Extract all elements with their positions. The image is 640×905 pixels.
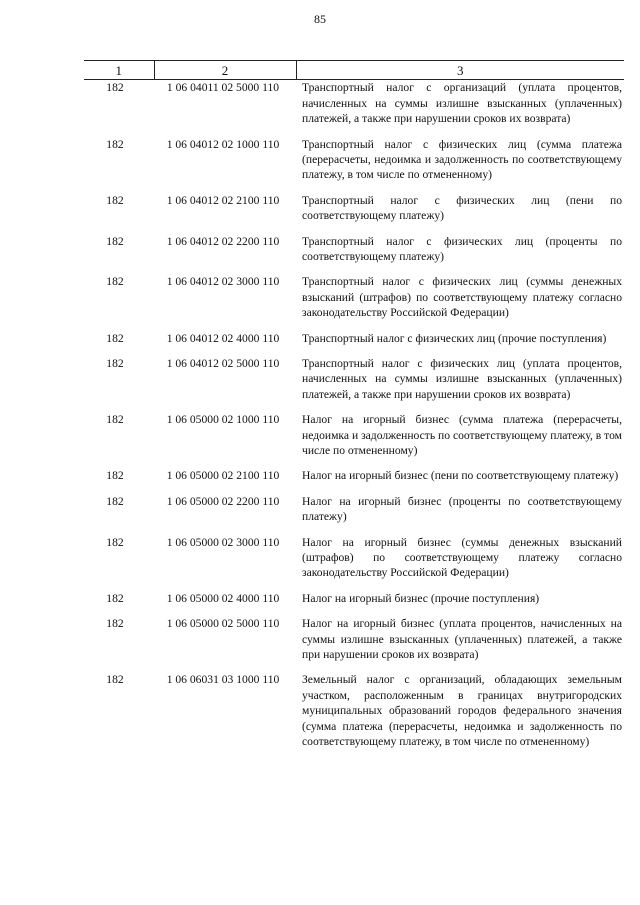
- admin-code-cell: 182: [106, 535, 124, 549]
- description-cell: Налог на игорный бизнес (уплата процентов, начисленных на суммы излишне взысканных (уплаченных) платежей, а также при нарушении сроков их возврата): [302, 617, 622, 662]
- table-row: [84, 535, 624, 591]
- kbk-code-cell: 1 06 05000 02 4000 110: [166, 591, 280, 605]
- column-header-1: 1: [84, 61, 154, 80]
- budget-codes-table: [84, 60, 624, 760]
- kbk-code-cell: 1 06 04012 02 2200 110: [166, 234, 280, 248]
- page-number: 85: [314, 12, 326, 26]
- table-row: [84, 193, 624, 234]
- description-cell: Земельный налог с организаций, обладающих земельным участком, расположенным в границах внутригородских муниципальных образований городов федерального значения (сумма платежа (перерасчеты, недоимка и задолженность по соответствующему платежу, в том числе по отмененному): [302, 673, 622, 749]
- kbk-code-cell: 1 06 04012 02 4000 110: [166, 331, 280, 345]
- admin-code-cell: 182: [106, 275, 124, 289]
- table-row: [84, 672, 624, 759]
- description-cell: Налог на игорный бизнес (сумма платежа (перерасчеты, недоимка и задолженность по соответствующему платежу, в том числе по отмененному): [302, 413, 622, 457]
- kbk-code-cell: 1 06 04012 02 5000 110: [166, 356, 280, 370]
- description-cell: Транспортный налог с физических лиц (суммы денежных взысканий (штрафов) по соответствующему платежу согласно законодательству Российской Федерации): [302, 275, 622, 320]
- table-row: [84, 591, 624, 616]
- admin-code-cell: 182: [106, 193, 124, 207]
- description-cell: Налог на игорный бизнес (пени по соответствующему платежу): [302, 469, 619, 483]
- admin-code-cell: 182: [106, 469, 124, 483]
- description-cell: Транспортный налог с физических лиц (пени по соответствующему платежу): [302, 193, 622, 223]
- table-row: [84, 468, 624, 493]
- table-row: [84, 412, 624, 468]
- admin-code-cell: 182: [106, 331, 124, 345]
- kbk-code-cell: 1 06 05000 02 1000 110: [166, 413, 280, 427]
- kbk-code-cell: 1 06 05000 02 2200 110: [166, 494, 280, 508]
- admin-code-cell: 182: [106, 494, 124, 508]
- admin-code-cell: 182: [106, 617, 124, 631]
- table-row: [84, 494, 624, 535]
- kbk-code-cell: 1 06 04012 02 1000 110: [166, 137, 280, 151]
- column-header-2: 2: [154, 61, 296, 80]
- table-row: [84, 274, 624, 330]
- table-row: [84, 137, 624, 193]
- kbk-code-cell: 1 06 05000 02 3000 110: [166, 535, 280, 549]
- description-cell: Налог на игорный бизнес (суммы денежных взысканий (штрафов) по соответствующему платежу согласно законодательству Российской Федерации): [302, 535, 622, 580]
- kbk-code-cell: 1 06 06031 03 1000 110: [166, 673, 280, 687]
- admin-code-cell: 182: [106, 356, 124, 370]
- kbk-code-cell: 1 06 05000 02 2100 110: [166, 469, 280, 483]
- description-cell: Транспортный налог с физических лиц (проценты по соответствующему платежу): [302, 234, 622, 263]
- admin-code-cell: 182: [106, 591, 124, 605]
- table-row: [84, 80, 624, 137]
- table-row: [84, 234, 624, 275]
- table-row: [84, 356, 624, 412]
- kbk-code-cell: 1 06 04011 02 5000 110: [166, 81, 280, 95]
- description-cell: Налог на игорный бизнес (прочие поступления): [302, 591, 540, 605]
- description-cell: Транспортный налог с организаций (уплата процентов, начисленных на суммы излишне взысканных (уплаченных) платежей, а также при нарушении сроков их возврата): [302, 81, 622, 126]
- table-row: [84, 616, 624, 672]
- description-cell: Транспортный налог с физических лиц (сумма платежа (перерасчеты, недоимка и задолженность по соответствующему платежу, в том числе по отмененному): [302, 137, 622, 182]
- column-header-3: 3: [296, 61, 624, 80]
- description-cell: Транспортный налог с физических лиц (уплата процентов, начисленных на суммы излишне взысканных (уплаченных) платежей, а также при нарушении сроков их возврата): [302, 356, 622, 401]
- admin-code-cell: 182: [106, 137, 124, 151]
- kbk-code-cell: 1 06 04012 02 2100 110: [166, 193, 280, 207]
- kbk-code-cell: 1 06 04012 02 3000 110: [166, 275, 280, 289]
- admin-code-cell: 182: [106, 413, 124, 427]
- admin-code-cell: 182: [106, 81, 124, 95]
- table-row: [84, 331, 624, 356]
- description-cell: Транспортный налог с физических лиц (прочие поступления): [302, 331, 607, 345]
- admin-code-cell: 182: [106, 234, 124, 248]
- admin-code-cell: 182: [106, 673, 124, 687]
- description-cell: Налог на игорный бизнес (проценты по соответствующему платежу): [302, 494, 622, 524]
- table-header-row: [84, 61, 624, 80]
- kbk-code-cell: 1 06 05000 02 5000 110: [166, 617, 280, 631]
